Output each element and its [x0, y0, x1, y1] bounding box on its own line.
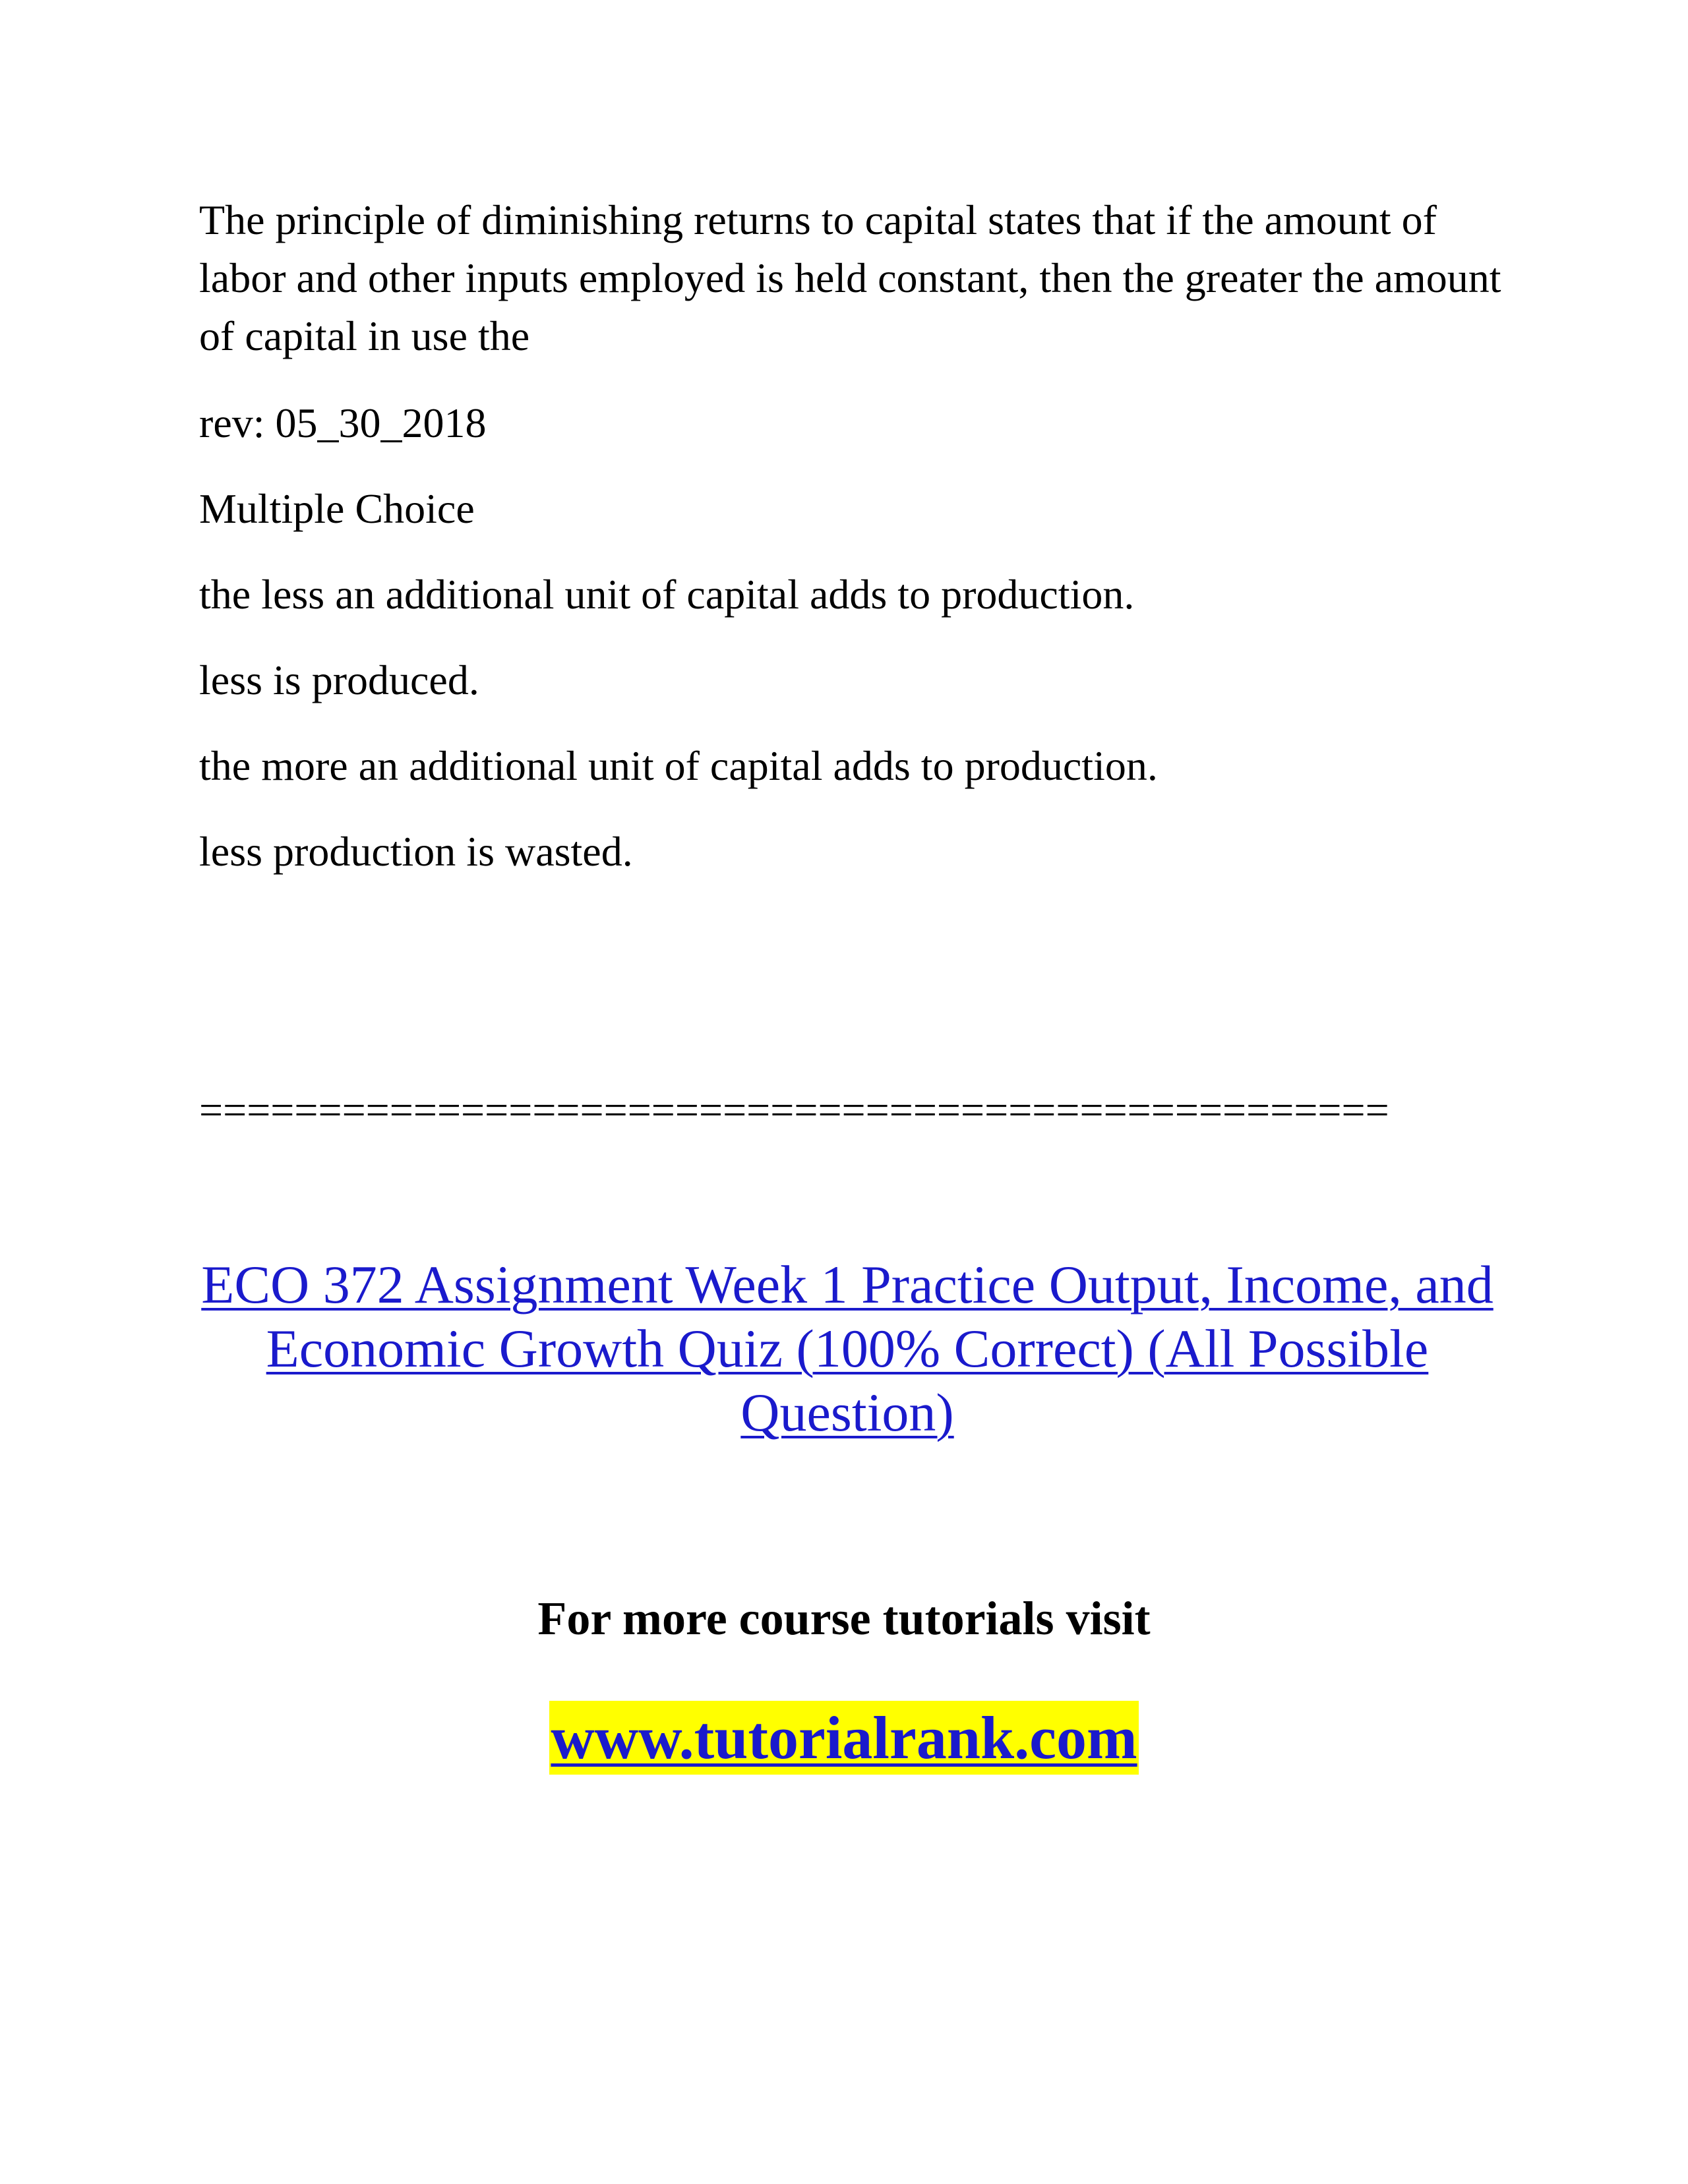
- course-title-link[interactable]: ECO 372 Assignment Week 1 Practice Output, Income, and Economic Growth Quiz (100% Correct) (All Possible Question): [201, 1254, 1493, 1442]
- revision-label: rev: 05_30_2018: [199, 399, 487, 446]
- choice-2: less is produced.: [199, 657, 479, 703]
- separator-line: ==================================================: [199, 1086, 1389, 1133]
- choice-3: the more an additional unit of capital adds to production.: [199, 742, 1158, 789]
- choice-1: the less an additional unit of capital adds to production.: [199, 571, 1135, 618]
- site-link[interactable]: www.tutorialrank.com: [549, 1701, 1138, 1775]
- question-block: [199, 191, 1511, 908]
- visit-text: For more course tutorials visit: [537, 1592, 1151, 1645]
- question-type-label: Multiple Choice: [199, 485, 475, 532]
- site-link-container: [0, 1701, 1688, 1775]
- question-text: The principle of diminishing returns to capital states that if the amount of labor and other inputs employed is held constant, then the greater the amount of capital in use the: [199, 196, 1501, 359]
- choice-4: less production is wasted.: [199, 828, 633, 875]
